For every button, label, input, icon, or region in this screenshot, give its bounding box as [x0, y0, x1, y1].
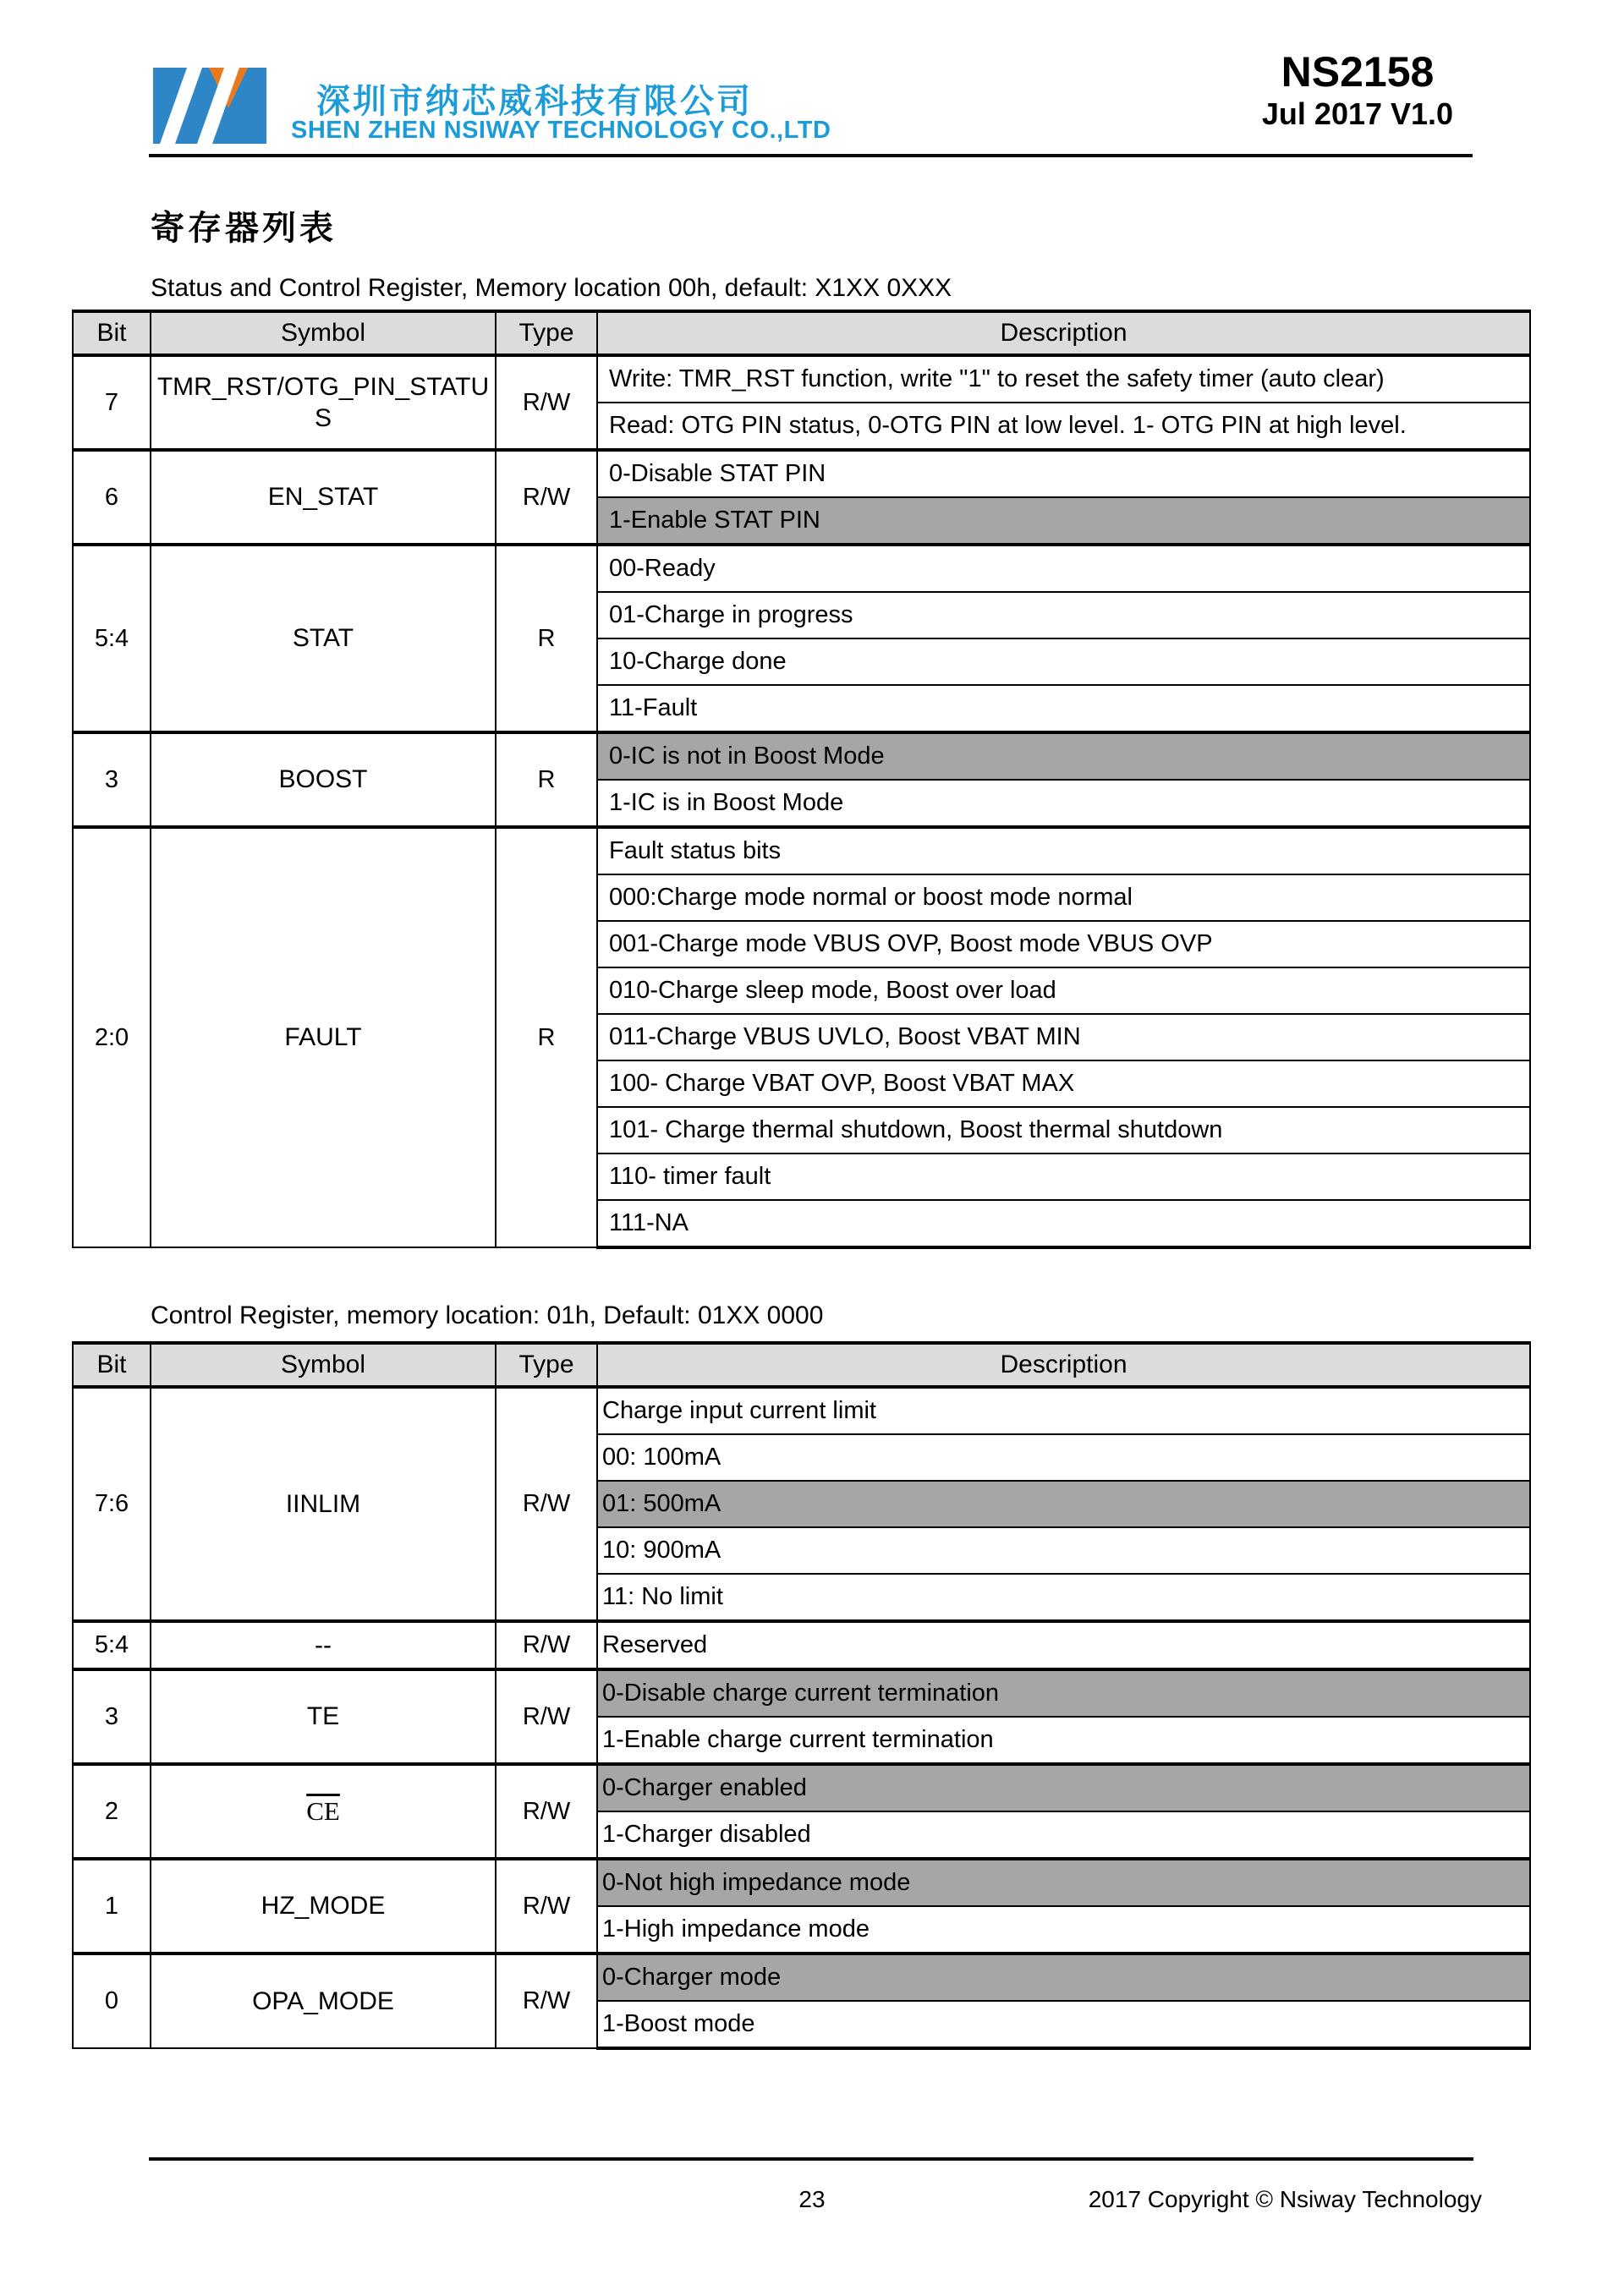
- status-control-register-table: [72, 310, 1531, 1249]
- description-cell: 100- Charge VBAT OVP, Boost VBAT MAX: [597, 1060, 1530, 1107]
- overline-symbol: $\overline{CE}$: [306, 1795, 340, 1826]
- description-cell: 1-Charger disabled: [597, 1811, 1530, 1859]
- column-header-description: Description: [597, 311, 1530, 355]
- bit-cell: 2: [73, 1764, 151, 1859]
- column-header-bit: Bit: [73, 1343, 151, 1387]
- description-cell: Fault status bits: [597, 827, 1530, 874]
- bit-cell: 7:6: [73, 1387, 151, 1621]
- description-cell: 1-Boost mode: [597, 2001, 1530, 2048]
- register-table: [72, 1341, 1531, 2050]
- table-row: [73, 1669, 1530, 1717]
- type-cell: R/W: [496, 1764, 597, 1859]
- table-row: [73, 450, 1530, 497]
- symbol-cell: TMR_RST/OTG_PIN_STATUS: [151, 355, 496, 450]
- bit-cell: 0: [73, 1954, 151, 2048]
- nsiway-logo-icon: [153, 68, 266, 144]
- section-title: 寄存器列表: [151, 209, 337, 247]
- type-cell: R/W: [496, 450, 597, 545]
- symbol-cell: IINLIM: [151, 1387, 496, 1621]
- bit-cell: 3: [73, 1669, 151, 1764]
- type-cell: R/W: [496, 1859, 597, 1954]
- page-number: 23: [798, 2186, 826, 2212]
- bit-cell: 7: [73, 355, 151, 450]
- description-cell: 00: 100mA: [597, 1434, 1530, 1481]
- description-cell-highlighted: 0-IC is not in Boost Mode: [597, 732, 1530, 780]
- bit-cell: 1: [73, 1859, 151, 1954]
- table-header-row: [73, 311, 1530, 355]
- description-cell-highlighted: 01: 500mA: [597, 1481, 1530, 1527]
- column-header-type: Type: [496, 311, 597, 355]
- description-cell: 101- Charge thermal shutdown, Boost thermal shutdown: [597, 1107, 1530, 1153]
- description-cell-highlighted: 1-Enable STAT PIN: [597, 497, 1530, 545]
- table-row: [73, 545, 1530, 592]
- footer-divider: [149, 2157, 1473, 2161]
- column-header-type: Type: [496, 1343, 597, 1387]
- type-cell: R/W: [496, 1621, 597, 1669]
- part-number: NS2158: [1281, 48, 1435, 96]
- type-cell: R/W: [496, 1954, 597, 2048]
- table-row: [73, 827, 1530, 874]
- description-cell: 10-Charge done: [597, 638, 1530, 685]
- document-id-block: [1226, 49, 1489, 131]
- description-cell: 00-Ready: [597, 545, 1530, 592]
- symbol-cell: FAULT: [151, 827, 496, 1247]
- type-cell: R: [496, 732, 597, 827]
- description-cell: 011-Charge VBUS UVLO, Boost VBAT MIN: [597, 1014, 1530, 1060]
- header-divider: [149, 154, 1473, 157]
- description-cell: 1-Enable charge current termination: [597, 1717, 1530, 1764]
- description-cell: 0-Disable STAT PIN: [597, 450, 1530, 497]
- table-row: [73, 1859, 1530, 1906]
- description-cell-highlighted: 0-Charger enabled: [597, 1764, 1530, 1811]
- type-cell: R: [496, 545, 597, 732]
- table-header-row: [73, 1343, 1530, 1387]
- description-cell-highlighted: 0-Not high impedance mode: [597, 1859, 1530, 1906]
- description-cell: 01-Charge in progress: [597, 592, 1530, 638]
- description-cell: 11: No limit: [597, 1574, 1530, 1621]
- description-cell: Write: TMR_RST function, write "1" to reset the safety timer (auto clear): [597, 355, 1530, 403]
- table-row: [73, 355, 1530, 403]
- description-cell: 010-Charge sleep mode, Boost over load: [597, 967, 1530, 1014]
- company-name-en: SHEN ZHEN NSIWAY TECHNOLOGY CO.,LTD: [291, 117, 831, 144]
- symbol-cell: OPA_MODE: [151, 1954, 496, 2048]
- column-header-bit: Bit: [73, 311, 151, 355]
- symbol-cell: HZ_MODE: [151, 1859, 496, 1954]
- column-header-description: Description: [597, 1343, 1530, 1387]
- register-table: [72, 310, 1531, 1249]
- symbol-cell: [151, 1764, 496, 1859]
- bit-cell: 2:0: [73, 827, 151, 1247]
- copyright-text: 2017 Copyright © Nsiway Technology: [1088, 2186, 1482, 2212]
- symbol-cell: BOOST: [151, 732, 496, 827]
- table2-title: Control Register, memory location: 01h, Default: 01XX 0000: [151, 1301, 824, 1329]
- symbol-cell: TE: [151, 1669, 496, 1764]
- bit-cell: 6: [73, 450, 151, 545]
- description-cell: 1-High impedance mode: [597, 1906, 1530, 1954]
- type-cell: R: [496, 827, 597, 1247]
- description-cell: 000:Charge mode normal or boost mode normal: [597, 874, 1530, 921]
- description-cell-highlighted: 0-Disable charge current termination: [597, 1669, 1530, 1717]
- symbol-cell: EN_STAT: [151, 450, 496, 545]
- column-header-symbol: Symbol: [151, 311, 496, 355]
- description-cell: Read: OTG PIN status, 0-OTG PIN at low level. 1- OTG PIN at high level.: [597, 403, 1530, 450]
- table-row: [73, 1387, 1530, 1434]
- description-cell: 001-Charge mode VBUS OVP, Boost mode VBUS OVP: [597, 921, 1530, 967]
- table-row: [73, 1764, 1530, 1811]
- symbol-cell: --: [151, 1621, 496, 1669]
- column-header-symbol: Symbol: [151, 1343, 496, 1387]
- company-name-cn: 深圳市纳芯威科技有限公司: [316, 83, 753, 120]
- bit-cell: 5:4: [73, 1621, 151, 1669]
- description-cell: 11-Fault: [597, 685, 1530, 732]
- description-cell: 111-NA: [597, 1200, 1530, 1247]
- description-cell: Charge input current limit: [597, 1387, 1530, 1434]
- table1-title: Status and Control Register, Memory location 00h, default: X1XX 0XXX: [151, 274, 952, 302]
- doc-revision: Jul 2017 V1.0: [1261, 96, 1454, 131]
- table-row: [73, 732, 1530, 780]
- control-register-table: [72, 1341, 1531, 2050]
- bit-cell: 3: [73, 732, 151, 827]
- table-row: [73, 1954, 1530, 2001]
- table-row: [73, 1621, 1530, 1669]
- company-logo: [153, 68, 266, 144]
- description-cell-highlighted: 0-Charger mode: [597, 1954, 1530, 2001]
- type-cell: R/W: [496, 1669, 597, 1764]
- description-cell: Reserved: [597, 1621, 1530, 1669]
- type-cell: R/W: [496, 355, 597, 450]
- symbol-cell: STAT: [151, 545, 496, 732]
- type-cell: R/W: [496, 1387, 597, 1621]
- description-cell: 1-IC is in Boost Mode: [597, 780, 1530, 827]
- description-cell: 110- timer fault: [597, 1153, 1530, 1200]
- description-cell: 10: 900mA: [597, 1527, 1530, 1574]
- bit-cell: 5:4: [73, 545, 151, 732]
